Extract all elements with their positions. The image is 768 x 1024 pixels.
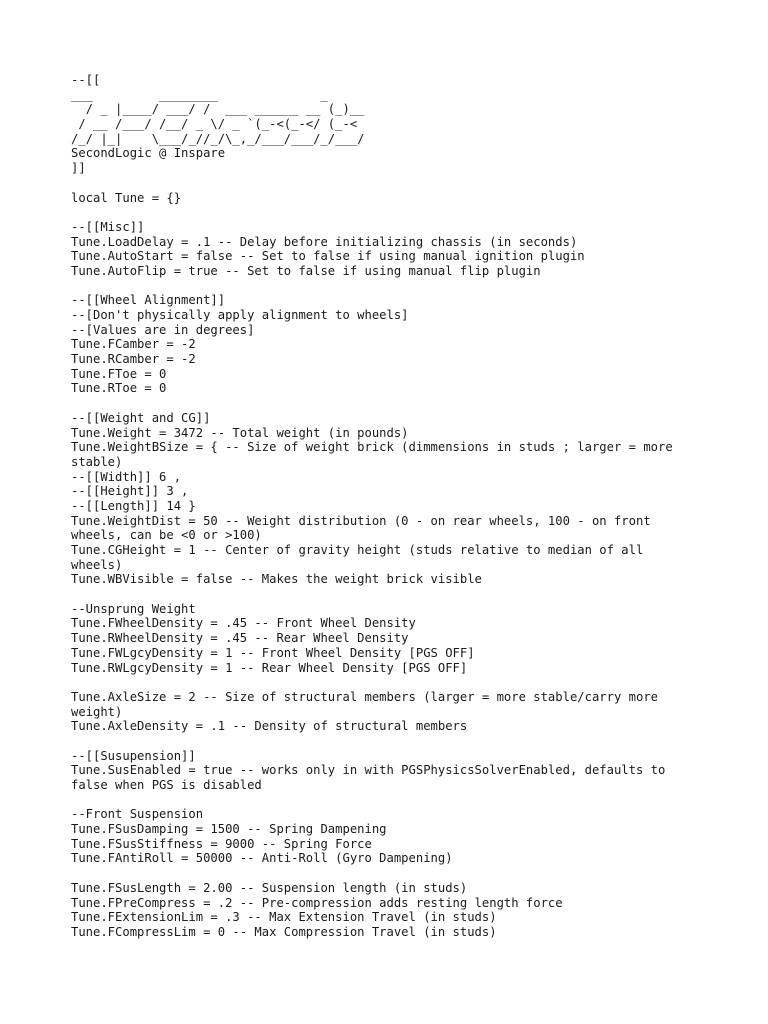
code-line: / __ /___/ /__/ _ \/ _ `(_-<(_-</ (_-< xyxy=(71,117,358,132)
code-line: Tune.FToe = 0 xyxy=(71,366,167,381)
code-line: Tune.FSusStiffness = 9000 -- Spring Force xyxy=(71,836,372,851)
code-line: Tune.FSusLength = 2.00 -- Suspension length (in studs) xyxy=(71,880,468,895)
code-line xyxy=(71,793,701,808)
code-line: Tune.FAntiRoll = 50000 -- Anti-Roll (Gyro Dampening) xyxy=(71,851,453,866)
code-line: --Unsprung Weight xyxy=(71,601,196,616)
code-line: SecondLogic @ Inspare xyxy=(71,146,226,161)
code-line: /_/ |_| \___/_//_/\_,_/___/___/_/___/ xyxy=(71,131,365,146)
code-line: Tune.FExtensionLim = .3 -- Max Extension Travel (in studs) xyxy=(71,910,497,925)
code-line: --Front Suspension xyxy=(71,807,204,822)
code-line xyxy=(71,734,701,749)
code-line: Tune.WeightDist = 50 -- Weight distribution (0 - on rear wheels, 100 - on front xyxy=(71,513,651,528)
code-line: wheels) xyxy=(71,557,123,572)
code-line: Tune.AutoStart = false -- Set to false if using manual ignition plugin xyxy=(71,249,585,264)
code-line: Tune.Weight = 3472 -- Total weight (in pounds) xyxy=(71,425,409,440)
code-line: Tune.RWheelDensity = .45 -- Rear Wheel Density xyxy=(71,631,409,646)
code-line: --[[Susupension]] xyxy=(71,748,196,763)
code-line xyxy=(71,396,701,411)
code-line: Tune.AxleSize = 2 -- Size of structural members (larger = more stable/carry more xyxy=(71,689,658,704)
code-line: Tune.CGHeight = 1 -- Center of gravity height (studs relative to median of all xyxy=(71,543,644,557)
code-line: Tune.FCamber = -2 xyxy=(71,337,196,352)
code-line: Tune.FCompressLim = 0 -- Max Compression Travel (in studs) xyxy=(71,924,497,939)
code-line: Tune.WBVisible = false -- Makes the weight brick visible xyxy=(71,572,482,587)
code-line: wheels, can be <0 or >100) xyxy=(71,528,262,543)
code-line: Tune.LoadDelay = .1 -- Delay before initializing chassis (in seconds) xyxy=(71,234,578,249)
code-line: false when PGS is disabled xyxy=(71,778,262,792)
code-line xyxy=(71,866,701,881)
code-line: Tune.FPreCompress = .2 -- Pre-compression adds resting length force xyxy=(71,895,563,910)
code-line: Tune.FSusDamping = 1500 -- Spring Dampening xyxy=(71,822,387,837)
code-line xyxy=(71,279,701,294)
code-line: Tune.FWLgcyDensity = 1 -- Front Wheel Density [PGS OFF] xyxy=(71,645,475,660)
code-line xyxy=(71,205,701,220)
code-line: --[Don't physically apply alignment to wheels] xyxy=(71,308,409,322)
code-line: --[[Height]] 3 , xyxy=(71,484,189,499)
code-line: / _ |____/ ___/ / ___ ______ __ (_)__ xyxy=(71,102,365,117)
code-line: weight) xyxy=(71,704,123,719)
code-line: --[[Weight and CG]] xyxy=(71,410,211,425)
code-line: ___ ________ _ xyxy=(71,87,328,102)
code-line: --[[ xyxy=(71,73,101,87)
code-line: Tune.RWLgcyDensity = 1 -- Rear Wheel Density [PGS OFF] xyxy=(71,660,468,675)
code-listing xyxy=(71,73,701,940)
code-line: Tune.RCamber = -2 xyxy=(71,352,196,367)
code-line: --[[Width]] 6 , xyxy=(71,469,182,484)
code-line: Tune.AxleDensity = .1 -- Density of structural members xyxy=(71,719,468,734)
code-line: Tune.FWheelDensity = .45 -- Front Wheel Density xyxy=(71,616,416,631)
code-line: Tune.WeightBSize = { -- Size of weight brick (dimmensions in studs ; larger = more xyxy=(71,440,673,455)
code-line xyxy=(71,587,701,602)
code-line: ]] xyxy=(71,161,86,176)
code-line xyxy=(71,176,701,191)
code-line xyxy=(71,675,701,690)
code-line: local Tune = {} xyxy=(71,190,182,205)
code-line: --[[Misc]] xyxy=(71,219,145,234)
code-line: Tune.AutoFlip = true -- Set to false if using manual flip plugin xyxy=(71,263,541,278)
code-line: stable) xyxy=(71,454,123,469)
code-line: --[Values are in degrees] xyxy=(71,322,255,337)
code-line: --[[Wheel Alignment]] xyxy=(71,293,226,308)
code-line: Tune.SusEnabled = true -- works only in with PGSPhysicsSolverEnabled, defaults to xyxy=(71,763,666,778)
code-line: --[[Length]] 14 } xyxy=(71,498,196,513)
code-line: Tune.RToe = 0 xyxy=(71,381,167,396)
